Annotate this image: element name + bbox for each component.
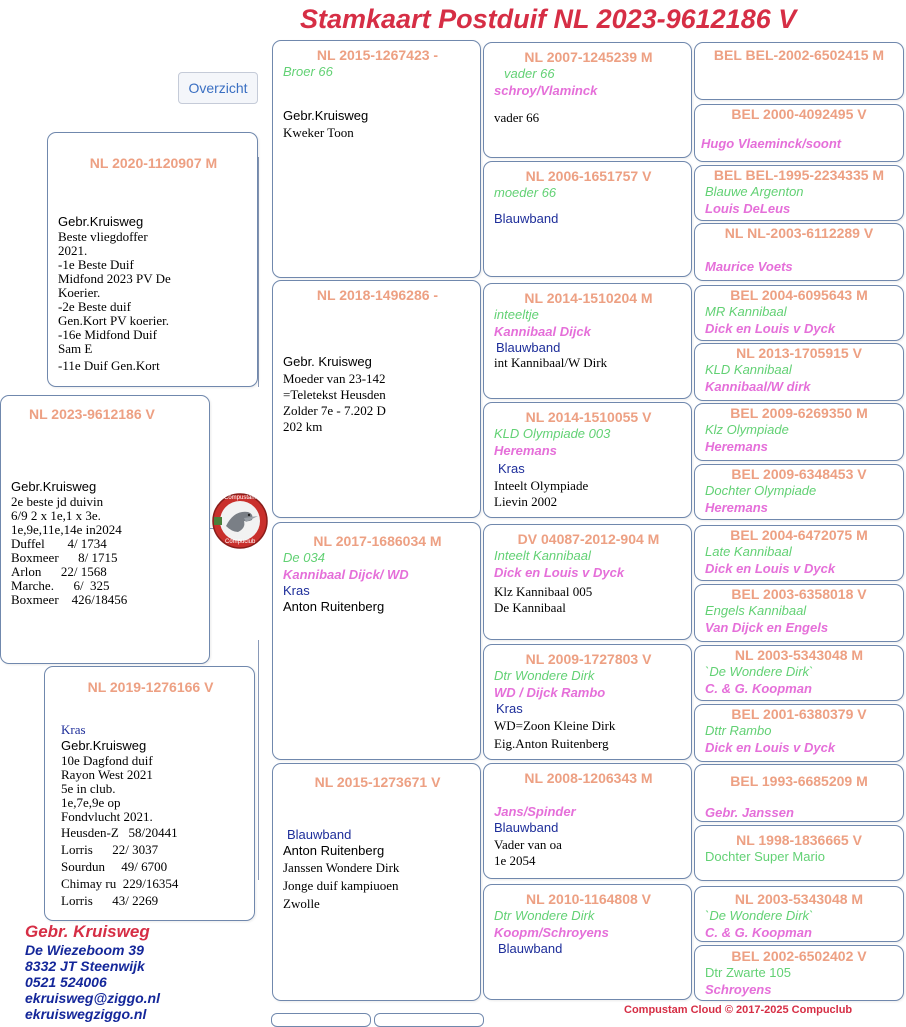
father-line: Koerier. [58, 285, 101, 300]
great-grandparent-card[interactable] [483, 763, 692, 879]
ancestor-ring-number: BEL 2000-4092495 V [731, 106, 867, 122]
ancestor-breeder: Louis DeLeus [705, 201, 791, 216]
ancestor-ring-number: BEL 2009-6269350 M [730, 405, 868, 421]
great-grandparent-color: Kras [496, 701, 523, 716]
great-grandparent-ring-number: NL 2008-1206343 M [524, 770, 653, 786]
bottom-button[interactable] [271, 1013, 371, 1027]
father-line: Beste vliegdoffer [58, 229, 148, 244]
ancestor-description: Klz Olympiade [705, 422, 789, 437]
grandparent-card[interactable] [272, 522, 481, 760]
great-grandparent-line: Klz Kannibaal 005 [494, 584, 593, 599]
connector-line [258, 640, 259, 880]
grandparent-line: =Teletekst Heusden [283, 387, 386, 402]
grandparent-card[interactable] [272, 40, 481, 278]
ancestor-ring-number: BEL 2003-6358018 V [731, 586, 867, 602]
great-grandparent-line: Eig.Anton Ruitenberg [494, 736, 609, 751]
great-grandparent-description: Dtr Wondere Dirk [494, 908, 595, 923]
ancestor-description: Dttr Rambo [705, 723, 772, 738]
great-grandparent-color: Blauwband [494, 820, 559, 835]
great-grandparent-breeder: Koopm/Schroyens [494, 925, 609, 940]
great-grandparent-breeder: schroy/Vlaminck [494, 83, 598, 98]
grandparent-line: Kweker Toon [283, 125, 354, 140]
great-grandparent-line: Inteelt Olympiade [494, 478, 589, 493]
grandparent-owner: Gebr.Kruisweg [283, 108, 369, 123]
ancestor-ring-number: BEL BEL-2002-6502415 M [713, 47, 885, 63]
ancestor-ring-number: NL 2003-5343048 M [734, 647, 864, 663]
mother-owner: Gebr.Kruisweg [61, 738, 147, 753]
great-grandparent-line: Lievin 2002 [494, 494, 558, 509]
mother-line: Rayon West 2021 [61, 767, 153, 782]
contact-city: 8332 JT Steenwijk [25, 958, 145, 974]
contact-phone: 0521 524006 [25, 974, 107, 990]
grandparent-line: Zolder 7e - 7.202 D [283, 403, 386, 418]
overview-button[interactable]: Overzicht [178, 72, 258, 104]
mother-line: 10e Dagfond duif [61, 753, 153, 768]
ancestor-card[interactable] [694, 165, 904, 221]
great-grandparent-ring-number: NL 2014-1510055 V [525, 409, 652, 425]
grandparent-owner: Gebr. Kruisweg [283, 354, 372, 369]
contact-street: De Wiezeboom 39 [25, 942, 144, 958]
ancestor-card[interactable] [694, 825, 904, 881]
contact-name: Gebr. Kruisweg [25, 922, 150, 941]
ancestor-card[interactable] [694, 104, 904, 162]
ancestor-ring-number: BEL 2001-6380379 V [731, 706, 867, 722]
mother-line: Sourdun 49/ 6700 [61, 859, 168, 874]
mother-line: Chimay ru 229/16354 [61, 876, 179, 891]
ancestor-description: MR Kannibaal [705, 304, 787, 319]
great-grandparent-breeder: Jans/Spinder [494, 804, 576, 819]
great-grandparent-ring-number: NL 2009-1727803 V [525, 651, 652, 667]
great-grandparent-description: Inteelt Kannibaal [494, 548, 591, 563]
ancestor-ring-number: NL 1998-1836665 V [736, 832, 862, 848]
contact-block [25, 922, 265, 1022]
mother-ring-number: NL 2019-1276166 V [87, 679, 214, 695]
grandparent-description: De 034 [283, 550, 325, 565]
ancestor-card[interactable] [694, 223, 904, 281]
subject-card[interactable] [0, 395, 210, 664]
footer-copyright: Compustam Cloud © 2017-2025 Compuclub [624, 1004, 853, 1016]
mother-line: Lorris 22/ 3037 [61, 842, 159, 857]
subject-owner: Gebr.Kruisweg [11, 479, 97, 494]
ancestor-ring-number: BEL 2002-6502402 V [731, 948, 867, 964]
mother-line: Heusden-Z 58/20441 [61, 825, 178, 840]
grandparent-color: Blauwband [287, 827, 352, 842]
ancestor-ring-number: BEL 1993-6685209 M [730, 773, 868, 789]
great-grandparent-description: Dtr Wondere Dirk [494, 668, 595, 683]
ancestor-description: KLD Kannibaal [705, 362, 792, 377]
grandparent-owner: Anton Ruitenberg [283, 599, 385, 614]
ancestor-ring-number: NL 2003-5343048 M [734, 891, 864, 907]
father-line: -11e Duif Gen.Kort [58, 358, 160, 373]
great-grandparent-ring-number: NL 2010-1164808 V [525, 891, 652, 907]
grandparent-breeder: Kannibaal Dijck/ WD [283, 567, 409, 582]
ancestor-card[interactable] [694, 645, 904, 701]
connector-line [258, 157, 259, 387]
grandparent-line: Zwolle [283, 896, 320, 911]
great-grandparent-ring-number: DV 04087-2012-904 M [517, 531, 660, 547]
great-grandparent-line: 1e 2054 [494, 853, 536, 868]
ancestor-description: Blauwe Argenton [705, 184, 804, 199]
ancestor-breeder: Maurice Voets [705, 259, 793, 274]
great-grandparent-card[interactable] [483, 644, 692, 760]
great-grandparent-ring-number: NL 2006-1651757 V [525, 168, 652, 184]
great-grandparent-description: inteeltje [494, 307, 539, 322]
ancestor-description: Dochter Olympiade [705, 483, 817, 498]
ancestor-breeder: Kannibaal/W dirk [705, 379, 811, 394]
contact-email[interactable]: ekruisweg@ziggo.nl [25, 990, 161, 1006]
father-line: 2021. [58, 243, 88, 258]
great-grandparent-color: Blauwband [496, 340, 561, 355]
great-grandparent-ring-number: NL 2014-1510204 M [524, 290, 653, 306]
ancestor-description: Late Kannibaal [705, 544, 792, 559]
mother-line: 1e,7e,9e op [61, 795, 121, 810]
great-grandparent-color: Kras [498, 461, 525, 476]
ancestor-breeder: Heremans [705, 439, 768, 454]
ancestor-breeder: Dick en Louis v Dyck [705, 561, 836, 576]
grandparent-card[interactable] [272, 763, 481, 1001]
ancestor-breeder: Van Dijck en Engels [705, 620, 829, 635]
father-card[interactable] [47, 132, 258, 387]
grandparent-color: Kras [283, 583, 310, 598]
ancestor-description: Dochter Super Mario [705, 849, 825, 864]
great-grandparent-card[interactable] [483, 524, 692, 640]
ancestor-description: `De Wondere Dirk` [705, 908, 814, 923]
ancestor-breeder: Schroyens [705, 982, 772, 997]
great-grandparent-color: Blauwband [494, 211, 559, 226]
mother-color: Kras [61, 722, 86, 737]
ancestor-breeder: Gebr. Janssen [705, 805, 794, 820]
grandparent-line: Janssen Wondere Dirk [283, 860, 400, 875]
ancestor-card[interactable] [694, 886, 904, 942]
great-grandparent-description: KLD Olympiade 003 [494, 426, 611, 441]
grandparent-description: Broer 66 [283, 64, 333, 79]
mother-line: Lorris 43/ 2269 [61, 893, 159, 908]
grandparent-ring-number: NL 2015-1273671 V [314, 774, 441, 790]
father-owner: Gebr.Kruisweg [58, 214, 144, 229]
subject-ring-number: NL 2023-9612186 V [29, 406, 155, 422]
bottom-button[interactable] [374, 1013, 484, 1027]
subject-line: 1e,9e,11e,14e in2024 [11, 522, 122, 537]
ancestor-ring-number: BEL 2004-6472075 M [730, 527, 868, 543]
subject-line: 2e beste jd duivin [11, 494, 104, 509]
subject-line: Boxmeer 426/18456 [11, 592, 128, 607]
mother-line: Fondvlucht 2021. [61, 809, 153, 824]
great-grandparent-breeder: Kannibaal Dijck [494, 324, 591, 339]
father-line: Gen.Kort PV koerier. [58, 313, 169, 328]
ancestor-card[interactable] [694, 285, 904, 341]
grandparent-ring-number: NL 2017-1686034 M [313, 533, 442, 549]
ancestor-card[interactable] [694, 945, 904, 1001]
compustam-logo [208, 492, 272, 550]
mother-line: 5e in club. [61, 781, 116, 796]
great-grandparent-card[interactable] [483, 884, 692, 1000]
great-grandparent-color: Blauwband [498, 941, 563, 956]
great-grandparent-line: Vader van oa [494, 837, 562, 852]
grandparent-line: Moeder van 23-142 [283, 371, 386, 386]
ancestor-card[interactable] [694, 42, 904, 100]
ancestor-breeder: Hugo Vlaeminck/soont [701, 136, 842, 151]
ancestor-ring-number: BEL 2009-6348453 V [731, 466, 867, 482]
father-line: Sam E [58, 341, 93, 356]
great-grandparent-card[interactable] [483, 402, 692, 518]
subject-line: Boxmeer 8/ 1715 [11, 550, 118, 565]
grandparent-owner: Anton Ruitenberg [283, 843, 385, 858]
ancestor-ring-number: BEL 2004-6095643 M [730, 287, 868, 303]
ancestor-breeder: Dick en Louis v Dyck [705, 321, 836, 336]
ancestor-description: `De Wondere Dirk` [705, 664, 814, 679]
father-line: -1e Beste Duif [58, 257, 134, 272]
great-grandparent-line: vader 66 [494, 110, 540, 125]
great-grandparent-line: WD=Zoon Kleine Dirk [494, 718, 616, 733]
mother-card[interactable] [44, 666, 255, 921]
father-line: -16e Midfond Duif [58, 327, 157, 342]
subject-line: 6/9 2 x 1e,1 x 3e. [11, 508, 101, 523]
grandparent-ring-number: NL 2018-1496286 - [316, 287, 439, 303]
ancestor-card[interactable] [694, 464, 904, 520]
great-grandparent-description: moeder 66 [494, 185, 557, 200]
ancestor-card[interactable] [694, 764, 904, 822]
logo-text-bottom: Compuclub [225, 539, 256, 545]
contact-email[interactable]: ekruiswegziggo.nl [25, 1006, 147, 1022]
grandparent-line: 202 km [283, 419, 323, 434]
great-grandparent-breeder: Dick en Louis v Dyck [494, 565, 625, 580]
ancestor-card[interactable] [694, 704, 904, 762]
ancestor-card[interactable] [694, 343, 904, 401]
grandparent-line: Jonge duif kampiuoen [283, 878, 399, 893]
ancestor-description: Dtr Zwarte 105 [705, 965, 791, 980]
ancestor-breeder: Dick en Louis v Dyck [705, 740, 836, 755]
ancestor-card[interactable] [694, 525, 904, 581]
ancestor-card[interactable] [694, 584, 904, 642]
great-grandparent-description: vader 66 [504, 66, 555, 81]
subject-line: Duffel 4/ 1734 [11, 536, 107, 551]
father-line: -2e Beste duif [58, 299, 131, 314]
grandparent-card[interactable] [272, 280, 481, 518]
father-line: Midfond 2023 PV De [58, 271, 171, 286]
great-grandparent-line: int Kannibaal/W Dirk [494, 355, 608, 370]
grandparent-ring-number: NL 2015-1267423 - [316, 47, 439, 63]
great-grandparent-card[interactable] [483, 161, 692, 277]
great-grandparent-breeder: Heremans [494, 443, 557, 458]
ancestor-ring-number: BEL BEL-1995-2234335 M [713, 167, 885, 183]
subject-line: Arlon 22/ 1568 [11, 564, 107, 579]
ancestor-breeder: C. & G. Koopman [705, 925, 812, 940]
great-grandparent-breeder: WD / Dijck Rambo [494, 685, 606, 700]
ancestor-ring-number: NL NL-2003-6112289 V [724, 225, 874, 241]
great-grandparent-line: De Kannibaal [494, 600, 566, 615]
ancestor-description: Engels Kannibaal [705, 603, 807, 618]
subject-line: Marche. 6/ 325 [11, 578, 110, 593]
great-grandparent-card[interactable] [483, 42, 692, 158]
father-ring-number: NL 2020-1120907 M [89, 155, 218, 171]
ancestor-card[interactable] [694, 403, 904, 461]
ancestor-ring-number: NL 2013-1705915 V [736, 345, 862, 361]
page-title: Stamkaart Postduif NL 2023-9612186 V [300, 4, 797, 34]
great-grandparent-ring-number: NL 2007-1245239 M [524, 49, 653, 65]
logo-text-top: Compustam [224, 495, 257, 501]
ancestor-breeder: C. & G. Koopman [705, 681, 812, 696]
ancestor-breeder: Heremans [705, 500, 768, 515]
great-grandparent-card[interactable] [483, 283, 692, 399]
